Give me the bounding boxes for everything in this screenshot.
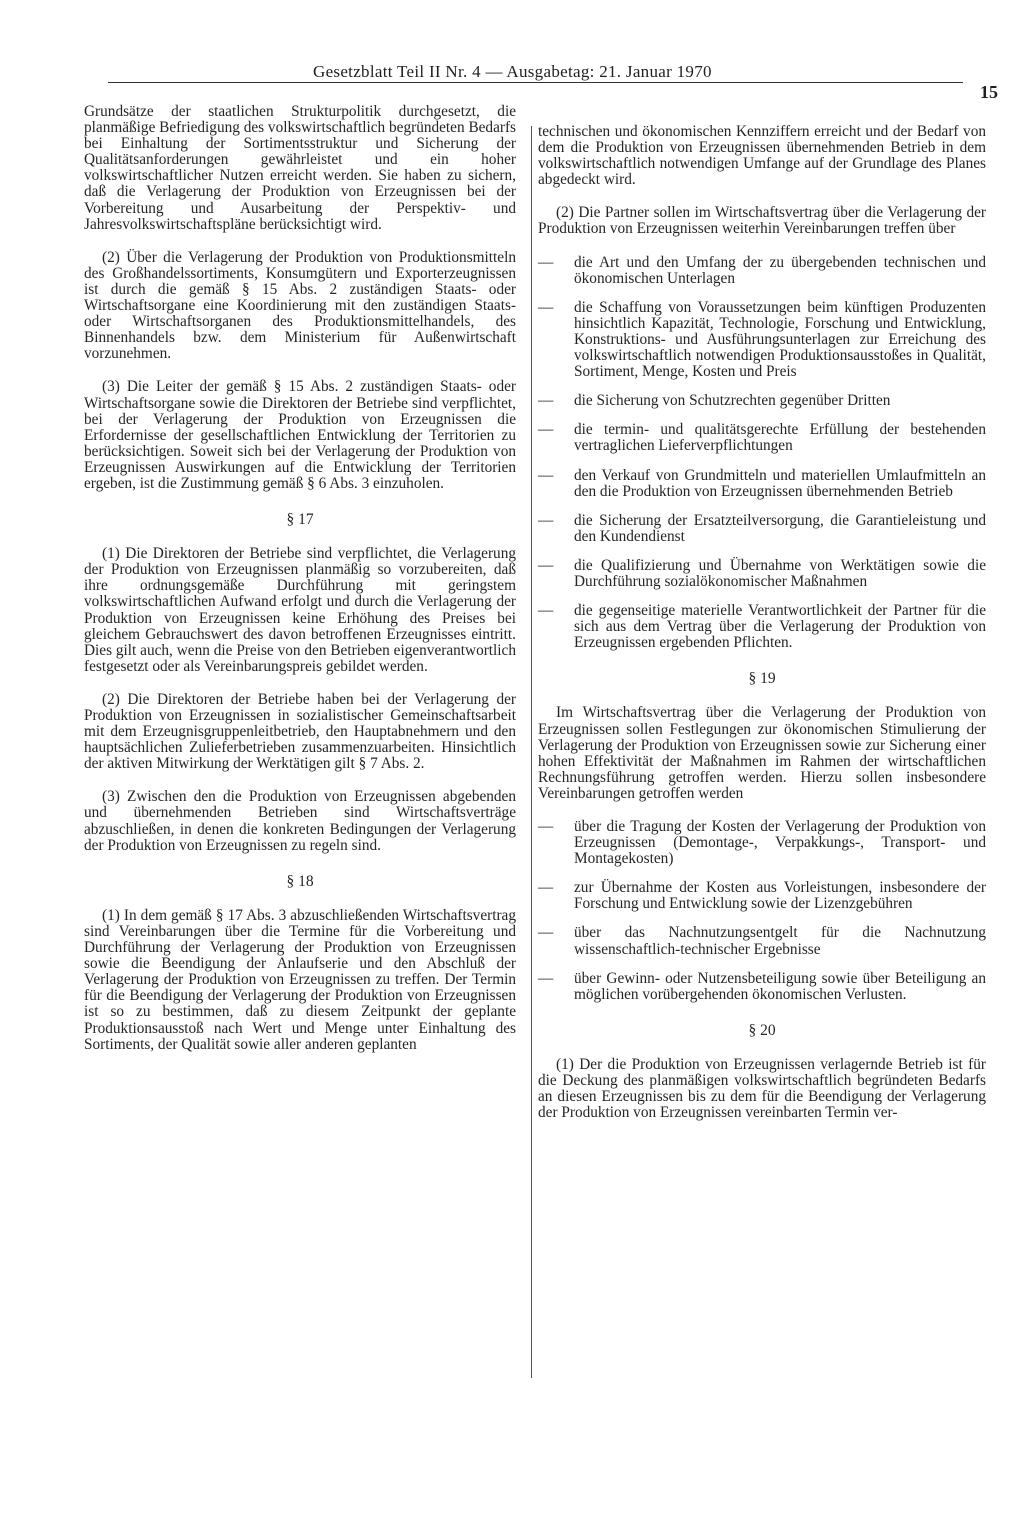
list-item-text: über Gewinn- oder Nutzensbeteiligung sowie über Beteiligung an möglichen vorübergehenden ökonomischen Verlusten. (574, 969, 986, 1003)
list-item (538, 819, 986, 867)
dash-marker: — (538, 298, 554, 316)
list-item (538, 255, 986, 287)
list-item-text: zur Übernahme der Kosten aus Vorleistungen, insbesondere der Forschung und Entwicklung sowie der Lizenzgebühren (574, 879, 986, 913)
list-item (538, 468, 986, 500)
list-item-text: die termin- und qualitätsgerechte Erfüllung der bestehenden vertraglichen Lieferverpflichtungen (574, 421, 986, 455)
list-item-text: die Sicherung von Schutzrechten gegenüber Dritten (574, 392, 891, 410)
section-17-paragraph-2: (2) Die Direktoren der Betriebe haben bei der Verlagerung der Produktion von Erzeugnissen in sozialistischer Gemeinschaftsarbeit mit dem Erzeugnisgruppenleitbetrieb, den Hauptabnehmern und den hauptsächlichen Zulieferbetrieben zusammenzuarbeiten. Hinsichtlich der aktiven Mitwirkung der Werktätigen gilt § 7 Abs. 2. (84, 690, 516, 773)
section-16-paragraph-2: (2) Über die Verlagerung der Produktion von Produktionsmitteln des Großhandelssortiments, Konsumgütern und Exporterzeugnissen ist durch die gemäß § 15 Abs. 2 zuständigen Staats- oder Wirtschaftsorgane eine Koordinierung mit den zuständigen Staats- oder Wirtschaftsorganen des Produktionsmittelhandels, des Binnenhandels bzw. dem Ministerium für Außenwirtschaft vorzunehmen. (84, 248, 516, 363)
column-divider (531, 126, 532, 1378)
section-20-heading: § 20 (748, 1021, 776, 1039)
dash-marker: — (538, 602, 554, 620)
list-item (538, 422, 986, 454)
list-item-text: die gegenseitige materielle Verantwortlichkeit der Partner für die sich aus dem Vertrag über die Verlagerung der Produktion von Erzeugnissen ergebenden Pflichten. (574, 602, 986, 652)
list-item-text: über die Tragung der Kosten der Verlagerung der Produktion von Erzeugnissen (Demontage-, Verpakkungs-, Transport- und Montagekosten) (574, 818, 986, 868)
list-item (538, 393, 986, 409)
section-18-heading: § 18 (286, 872, 314, 890)
list-item-text: die Sicherung der Ersatzteilversorgung, die Garantieleistung und den Kundendienst (574, 511, 986, 545)
paragraph-continuation-right: technischen und ökonomischen Kennziffern erreicht und der Bedarf von dem die Produktion von Erzeugnissen übernehmenden Betrieb in dem volkswirtschaftlich notwendigen Umfange auf der Grundlage des Planes abgedeckt wird. (538, 123, 986, 189)
list-item-text: die Qualifizierung und Übernahme von Werktätigen sowie die Durchführung sozialökonomischer Maßnahmen (574, 556, 986, 590)
right-column (538, 124, 986, 1138)
list-item (538, 558, 986, 590)
dash-marker: — (538, 556, 554, 574)
left-column (84, 104, 516, 1070)
list-item-text: über das Nachnutzungsentgelt für die Nachnutzung wissenschaftlich-technischer Ergebnisse (574, 924, 986, 958)
list-item-text: die Art und den Umfang der zu übergebenden technischen und ökonomischen Unterlagen (574, 253, 986, 287)
page-header (108, 62, 998, 102)
section-17-paragraph-3: (3) Zwischen den die Produktion von Erzeugnissen abgebenden und übernehmenden Betrieben sind Wirtschaftsverträge abzuschließen, in denen die konkreten Bedingungen der Verlagerung der Produktion von Erzeugnissen zu regeln sind. (84, 788, 516, 854)
section-17-heading: § 17 (286, 511, 314, 529)
list-item-text: den Verkauf von Grundmitteln und materiellen Umlaufmitteln an den die Produktion von Erzeugnissen übernehmenden Betrieb (574, 466, 986, 500)
dash-marker: — (538, 818, 554, 835)
list-item (538, 880, 986, 912)
list-item (538, 513, 986, 545)
list-item (538, 971, 986, 1003)
dash-marker: — (538, 421, 554, 439)
section-20-paragraph-1: (1) Der die Produktion von Erzeugnissen verlagernde Betrieb ist für die Deckung des planmäßigen volkswirtschaftlich begründeten Bedarfs an diesen Erzeugnissen bis zu dem für die Beendigung der Verlagerung der Produktion von Erzeugnissen vereinbarten Termin ver- (538, 1055, 986, 1122)
dash-marker: — (538, 924, 554, 942)
header-rule (108, 82, 963, 83)
section-19-heading: § 19 (748, 670, 776, 688)
dash-marker: — (538, 253, 554, 271)
dash-marker: — (538, 969, 554, 987)
list-item (538, 603, 986, 651)
dash-marker: — (538, 879, 554, 897)
header-title: Gesetzblatt Teil II Nr. 4 — Ausgabetag: 21. Januar 1970 (313, 62, 712, 81)
list-item-text: die Schaffung von Voraussetzungen beim künftigen Produzenten hinsichtlich Kapazität, Technologie, Forschung und Entwicklung, Konstruktions- und Ausführungsunterlagen zur Erreichung des volkswirtschaftlich notwendigen Produktionsausstoßes in Qualität, Sortiment, Menge, Kosten und Preis (574, 298, 986, 381)
list-item (538, 925, 986, 957)
section-18-paragraph-2: (2) Die Partner sollen im Wirtschaftsvertrag über die Verlagerung der Produktion von Erzeugnissen weiterhin Vereinbarungen treffen über (538, 204, 986, 238)
page-number: 15 (980, 82, 998, 102)
paragraph-continuation: Grundsätze der staatlichen Strukturpolitik durchgesetzt, die planmäßige Befriedigung des volkswirtschaftlich begründeten Bedarfs bei Einhaltung der Sortimentsstruktur und Sicherung der Qualitätsanforderungen gewährleistet und ein hoher volkswirtschaftlicher Nutzen erreicht werden. Sie haben zu sichern, daß die Verlagerung der Produktion von Erzeugnissen bei der Vorbereitung und Ausarbeitung der Perspektiv- und Jahresvolkswirtschaftspläne berücksichtigt wird. (84, 103, 517, 233)
section-19-paragraph-1: Im Wirtschaftsvertrag über die Verlagerung der Produktion von Erzeugnissen sollen Festlegungen zur ökonomischen Stimulierung der Verlagerung der Produktion von Erzeugnissen sowie zur Sicherung einer hohen Effektivität der Maßnahmen im Rahmen der wirtschaftlichen Rechnungsführung getroffen werden. Hierzu sollen insbesondere Vereinbarungen getroffen werden (538, 704, 986, 802)
dash-marker: — (538, 392, 554, 410)
section-19-list (538, 819, 986, 1003)
dash-marker: — (538, 466, 554, 484)
section-16-paragraph-3: (3) Die Leiter der gemäß § 15 Abs. 2 zuständigen Staats- oder Wirtschaftsorgane sowie die Direktoren der Betriebe sind verpflichtet, bei der Verlagerung der Produktion von Erzeugnissen die Erfordernisse der gesellschaftlichen Entwicklung der Territorien zu berücksichtigen. Soweit sich bei der Verlagerung der Produktion von Erzeugnissen Auswirkungen auf die Entwicklung der Territorien ergeben, ist die Zustimmung gemäß § 6 Abs. 3 einzuholen. (84, 378, 516, 492)
section-17-paragraph-1: (1) Die Direktoren der Betriebe sind verpflichtet, die Verlagerung der Produktion von Erzeugnissen planmäßig so vorzubereiten, daß ihre ordnungsgemäße Durchführung mit geringstem volkswirtschaftlichen Aufwand erfolgt und durch die Verlagerung der Produktion von Erzeugnissen keine Erhöhung des Preises bei gleichem Gebrauchswert des davon betroffenen Erzeugnisses eintritt. Dies gilt auch, wenn die Preise von den Betrieben eigenverantwortlich festgesetzt oder als Vereinbarungspreis gebildet werden. (84, 545, 516, 675)
dash-marker: — (538, 511, 554, 529)
list-item (538, 300, 986, 380)
section-18-list (538, 255, 986, 652)
section-18-paragraph-1: (1) In dem gemäß § 17 Abs. 3 abzuschließenden Wirtschaftsvertrag sind Vereinbarungen über die Termine für die Vorbereitung und Durchführung der Verlagerung der Produktion von Erzeugnissen sowie die Beendigung der Anlaufserie und den Abschluß der Verlagerung der Produktion von Erzeugnissen zu treffen. Der Termin für die Beendigung der Verlagerung der Produktion von Erzeugnissen ist so zu bestimmen, daß zu diesem Zeitpunkt der geplante Produktionsausstoß nach Wert und Menge unter Einhaltung des Sortiments, der Qualität sowie aller anderen geplanten (84, 906, 516, 1053)
